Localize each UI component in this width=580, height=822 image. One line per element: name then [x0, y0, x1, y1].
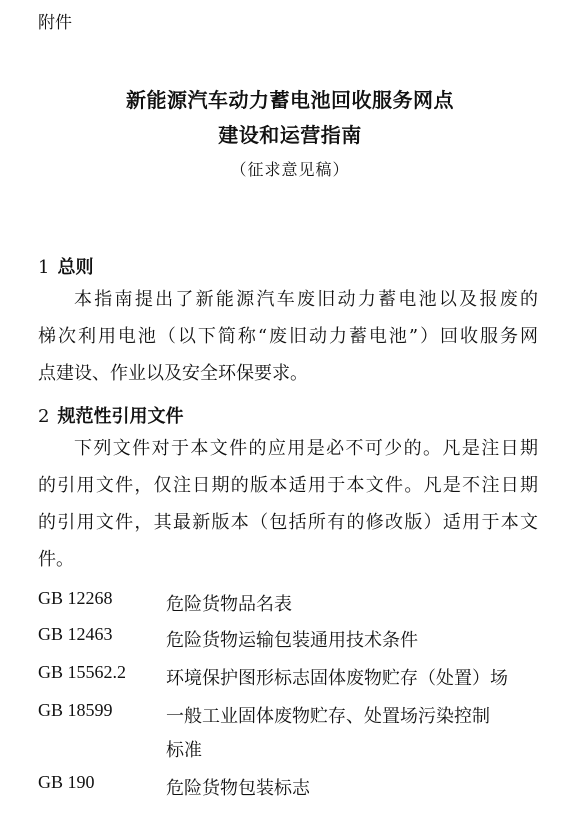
standard-name: 危险货物运输包装通用技术条件: [166, 630, 418, 651]
section-1-paragraph: [38, 281, 538, 392]
standard-name: 危险货物品名表: [166, 594, 292, 615]
paragraph-line: 点建设、作业以及安全环保要求。: [38, 363, 308, 384]
standard-name: 环境保护图形标志固体废物贮存（处置）场: [166, 668, 508, 689]
document-subtitle: （征求意见稿）: [230, 160, 350, 179]
standard-name-continuation: 标准: [166, 740, 202, 761]
document-title-line-1: 新能源汽车动力蓄电池回收服务网点: [126, 88, 454, 112]
section-1-heading: [38, 253, 93, 279]
section-1-title: 总则: [57, 257, 94, 278]
standard-code: GB 12463: [38, 624, 113, 644]
paragraph-line: 的引用文件，其最新版本（包括所有的修改版）适用于本文: [38, 512, 538, 533]
standard-code: GB 15562.2: [38, 662, 127, 682]
paragraph-line: 件。: [38, 549, 74, 570]
standard-name: 危险货物包装标志: [166, 778, 310, 799]
section-2-number: 2: [38, 406, 50, 427]
document-title-line-2: 建设和运营指南: [218, 123, 362, 147]
section-2-paragraph: [38, 430, 538, 578]
standard-name: [166, 700, 530, 768]
standard-code: GB 18599: [38, 700, 113, 720]
standard-code: GB 190: [38, 772, 95, 792]
standard-name-line: 一般工业固体废物贮存、处置场污染控制: [166, 706, 490, 727]
paragraph-line: 的引用文件，仅注日期的版本适用于本文件。凡是不注日期: [38, 475, 538, 496]
paragraph-line: 下列文件对于本文件的应用是必不可少的。凡是注日期: [74, 438, 538, 459]
attachment-label: 附件: [38, 13, 72, 33]
standard-code: GB 12268: [38, 588, 113, 608]
section-2-heading: [38, 402, 183, 428]
paragraph-line: 本指南提出了新能源汽车废旧动力蓄电池以及报废的: [74, 289, 538, 310]
section-2-title: 规范性引用文件: [57, 406, 184, 427]
section-1-number: 1: [38, 257, 50, 278]
paragraph-line: 梯次利用电池（以下简称“废旧动力蓄电池”）回收服务网: [38, 326, 538, 347]
